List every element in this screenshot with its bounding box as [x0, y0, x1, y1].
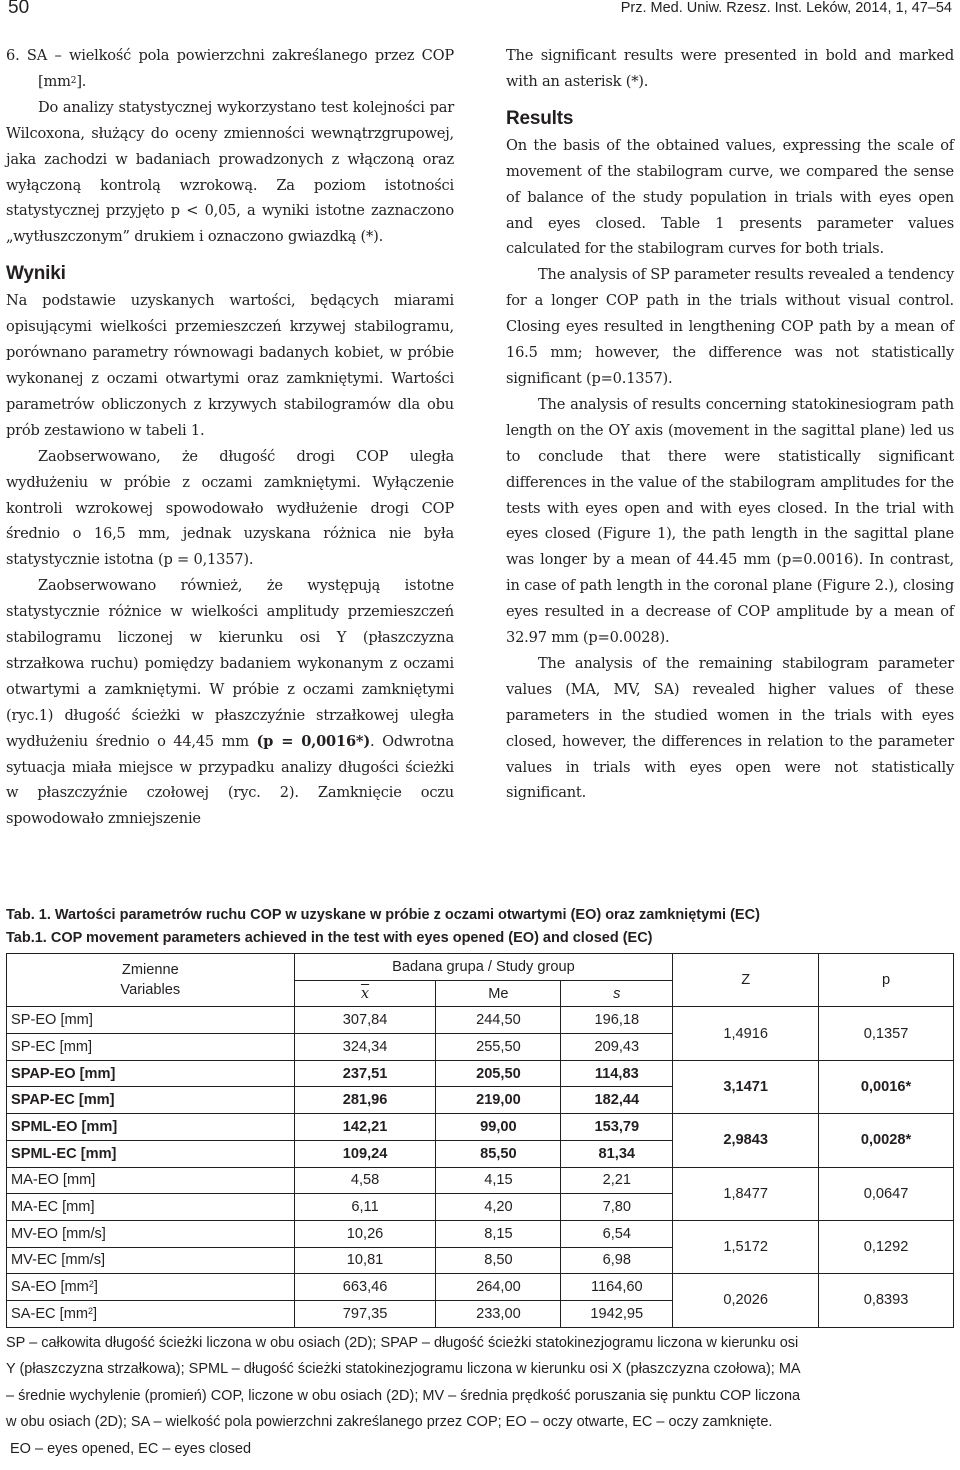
paragraph-results-en-1: On the basis of the obtained values, expressing the scale of movement of the stabilogram curve, we compared the sense of balance of the study population in trials with eyes open and eyes closed. Table 1 presents parameter values calculated for the stabilogram curves for both trials. — [506, 136, 954, 258]
table-row: MV-EO [mm/s] 10,26 8,15 6,54 1,5172 0,1292 — [7, 1220, 954, 1247]
paragraph-results-en-3: The analysis of results concerning statokinesiogram path length on the OY axis (movement in the sagittal plane) led us to conclude that there were statistically significant differences in the value of the stabilogram amplitudes for the tests with eyes open and with eyes closed. In the trial with eyes closed (Figure 1), the path length in the sagittal plane was longer by a mean of 44.45 mm (p=0.0016). In contrast, in case of path length in the coronal plane (Figure 2.), closing eyes resulted in a decrease of COP amplitude by a mean of 32.97 mm (p=0.0028). — [506, 395, 954, 647]
header-variables: Zmienne Variables — [7, 954, 295, 1007]
table-row: SPAP-EO [mm] 237,51 205,50 114,83 3,1471 0,0016* — [7, 1060, 954, 1087]
table-caption-polish: Tab. 1. Wartości parametrów ruchu COP w uzyskane w próbie z oczami otwartymi (EO) oraz zamkniętymi (EC) — [6, 907, 760, 923]
page-header — [0, 0, 960, 24]
table-row: SPML-EC [mm] 109,24 85,50 81,34 — [7, 1140, 954, 1167]
page-number: 50 — [8, 0, 30, 18]
header-mean: $\overline{x}$ — [294, 980, 436, 1007]
paragraph-results-3: Zaobserwowano również, że występują istotne statystycznie różnice w wielkości amplitudy przemieszczeń stabilogramu liczonej w kierunku osi Y (płaszczyzna strzałkowa ruchu) pomiędzy badaniem wykonanym z oczami otwartymi a zamkniętymi. W próbie z oczami zamkniętymi (ryc.1) długość ścieżki w płaszczyźnie strzałkowej uległa wydłużeniu średnio o 44,45 mm (p = 0,0016*). Odwrotna sytuacja miała miejsce w przypadku analizy długości ścieżki w płaszczyźnie czołowej (ryc. 2). Zamknięcie oczu spowodowało zmniejszenie — [6, 577, 454, 828]
section-heading-results: Results — [506, 107, 574, 129]
left-column-polish — [6, 43, 454, 832]
journal-running-head: Prz. Med. Uniw. Rzesz. Inst. Leków, 2014, 1, 47–54 — [620, 0, 952, 16]
table-caption-english: Tab.1. COP movement parameters achieved in the test with eyes opened (EO) and closed (EC) — [6, 930, 653, 946]
list-item-6: 6. SA – wielkość pola powierzchni zakreślanego przez COP $[mm^2]$. — [6, 47, 454, 90]
table-row: MA-EC [mm] 6,11 4,20 7,80 — [7, 1194, 954, 1221]
paragraph-results-en-2: The analysis of SP parameter results revealed a tendency for a longer COP path in the trials without visual control. Closing eyes resulted in lengthening COP path by a mean of 16.5 mm; however, the difference was not statistically significant (p=0.1357). — [506, 266, 954, 387]
paragraph-statistics: Do analizy statystycznej wykorzystano test kolejności par Wilcoxona, służący do oceny zmienności wewnątrzgrupowej, jaka zachodzi w badaniach prowadzonych z włączoną oraz wyłączoną kontrolą wzrokową. Za poziom istotności statystycznej przyjęto p < 0,05, a wyniki istotne zaznaczono „wytłuszczonym” drukiem i oznaczono gwiazdką (*). — [6, 98, 454, 246]
footnote-line: EO – eyes opened, EC – eyes closed — [10, 1440, 252, 1457]
header-z: Z — [673, 954, 819, 1007]
header-sd: s — [561, 980, 673, 1007]
right-column-english — [506, 43, 954, 806]
paragraph-significance: The significant results were presented in bold and marked with an asterisk (*). — [506, 47, 954, 90]
header-p: p — [819, 954, 954, 1007]
footnote-line: Y (płaszczyzna strzałkowa); SPML – długość ścieżki statokinezjogramu liczona w kierunku osi X (płaszczyzna czołowa); MA — [6, 1361, 801, 1378]
table-row: MA-EO [mm] 4,58 4,15 2,21 1,8477 0,0647 — [7, 1167, 954, 1194]
paragraph-results-1: Na podstawie uzyskanych wartości, będących miarami opisującymi wielkości przemieszczeń krzywej stabilogramu, porównano parametry równowagi badanych kobiet, w próbie wykonanej z oczami otwartymi oraz zamkniętymi. Wartości parametrów obliczonych z krzywych stabilogramów dla obu prób zestawiono w tabeli 1. — [6, 292, 454, 439]
table-row: SPML-EO [mm] 142,21 99,00 153,79 2,9843 0,0028* — [7, 1114, 954, 1141]
table-footnotes — [6, 1330, 946, 1463]
table-row: SA-EC $[mm^2]$ 797,35 233,00 1942,95 — [7, 1300, 954, 1327]
footnote-line: w obu osiach (2D); SA – wielkość pola powierzchni zakreślanego przez COP; EO – oczy otwarte, EC – oczy zamknięte. — [6, 1414, 773, 1431]
table-row: MV-EC [mm/s] 10,81 8,50 6,98 — [7, 1247, 954, 1274]
paragraph-results-en-4: The analysis of the remaining stabilogram parameter values (MA, MV, SA) revealed higher values of these parameters in the studied women in the trials with eyes closed, however, the differences in relation to the parameter values in trials with eyes open were not statistically significant. — [506, 654, 954, 802]
section-heading-wyniki: Wyniki — [6, 263, 66, 285]
footnote-line: – średnie wychylenie (promień) COP, liczone w obu osiach (2D); MV – średnia prędkość poruszania się punktu COP liczona — [6, 1387, 801, 1404]
results-table — [6, 953, 954, 1328]
paragraph-results-2: Zaobserwowano, że długość drogi COP uległa wydłużeniu w próbie z oczami zamkniętymi. Wyłączenie kontroli wzrokowej spowodowało wydłużenie drogi COP średnio o 16,5 mm, jednak uzyskana różnica nie była statystycznie istotna (p = 0,1357). — [6, 447, 454, 569]
table-row: SPAP-EC [mm] 281,96 219,00 182,44 — [7, 1087, 954, 1114]
header-study-group: Badana grupa / Study group — [294, 954, 673, 981]
table-row: SP-EC [mm] 324,34 255,50 209,43 — [7, 1034, 954, 1061]
footnote-line: SP – całkowita długość ścieżki liczona w obu osiach (2D); SPAP – długość ścieżki statokinezjogramu liczona w kierunku osi — [6, 1334, 799, 1351]
table-row: SP-EO [mm] 307,84 244,50 196,18 1,4916 0,1357 — [7, 1007, 954, 1034]
table-1-block — [6, 904, 956, 1462]
table-row: SA-EO $[mm^2]$ 663,46 264,00 1164,60 0,2026 0,8393 — [7, 1274, 954, 1301]
header-median: Me — [436, 980, 561, 1007]
